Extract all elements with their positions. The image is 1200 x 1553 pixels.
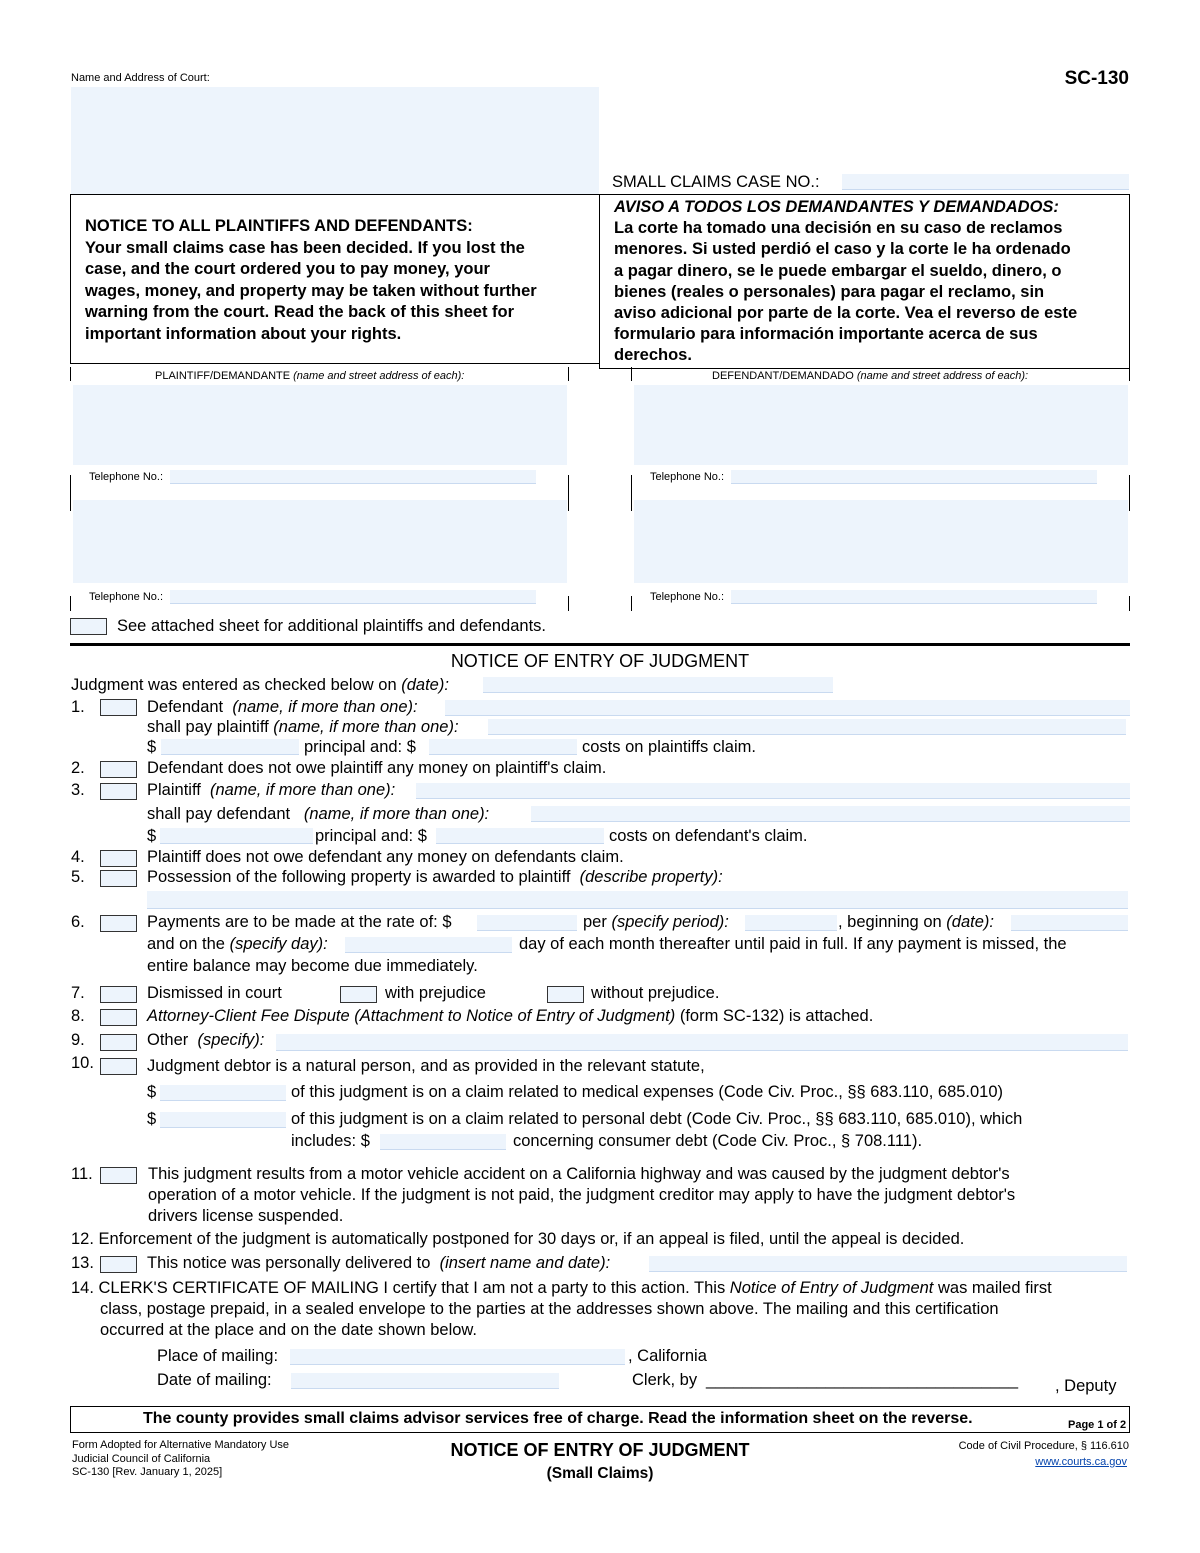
item-8-number: 8.: [71, 1007, 85, 1025]
item-8-text: Attorney-Client Fee Dispute (Attachment to Notice of Entry of Judgment) (form SC-132) is attached.: [147, 1007, 874, 1025]
place-of-mailing-field[interactable]: [290, 1349, 625, 1365]
dollar-sign: $: [147, 1083, 157, 1101]
without-prejudice-checkbox[interactable]: [547, 986, 584, 1003]
item-13-text: This notice was personally delivered to (insert name and date):: [147, 1254, 611, 1272]
item-9-text: Other (specify):: [147, 1031, 265, 1049]
item-6-rate-field[interactable]: [477, 915, 577, 931]
item-8-checkbox[interactable]: [100, 1009, 137, 1026]
item-1-principal-field[interactable]: [161, 739, 299, 755]
item-10-debt-field[interactable]: [160, 1112, 286, 1128]
item-10-text: Judgment debtor is a natural person, and as provided in the relevant statute,: [147, 1057, 705, 1075]
item-3-principal-field[interactable]: [160, 828, 313, 844]
item-6-period-label: per (specify period):: [583, 913, 729, 931]
item-10-checkbox[interactable]: [100, 1058, 137, 1075]
item-6-day-field[interactable]: [345, 937, 512, 953]
without-prejudice-label: without prejudice.: [591, 984, 720, 1002]
item-13-delivered-field[interactable]: [649, 1256, 1127, 1272]
item-10-number: 10.: [71, 1054, 94, 1072]
defendant-label: DEFENDANT/DEMANDADO (name and street address of each):: [712, 370, 1029, 382]
place-of-mailing-label: Place of mailing:: [157, 1347, 279, 1365]
item-5-number: 5.: [71, 868, 85, 886]
entered-date-field[interactable]: [483, 677, 833, 693]
plaintiff-telephone-field-2[interactable]: [170, 590, 536, 604]
clerk-label: Clerk, by: [632, 1371, 698, 1389]
item-6-checkbox[interactable]: [100, 915, 137, 932]
california-label: , California: [628, 1347, 707, 1365]
date-of-mailing-field[interactable]: [291, 1373, 559, 1389]
item-1-plaintiff-field[interactable]: [488, 719, 1126, 735]
item-11-checkbox[interactable]: [100, 1167, 137, 1184]
advisor-text: The county provides small claims advisor services free of charge. Read the information sheet on the reverse.: [143, 1410, 973, 1427]
item-13-checkbox[interactable]: [100, 1256, 137, 1273]
item-7-text: Dismissed in court: [147, 984, 282, 1002]
plaintiff-address-field-2[interactable]: [73, 500, 567, 583]
dollar-sign: $: [147, 827, 157, 845]
item-1-principal-label: principal and: $: [304, 738, 416, 756]
court-label: Name and Address of Court:: [71, 72, 210, 84]
item-12-text: 12. Enforcement of the judgment is automatically postponed for 30 days or, if an appeal is filed, until the appeal is decided.: [71, 1230, 965, 1248]
notice-spanish: AVISO A TODOS LOS DEMANDANTES Y DEMANDADOS: La corte ha tomado una decisión en su caso de reclamos menores. Si usted perdió el caso y la corte le ha ordenado a pagar dinero, se le puede embargar el sueldo, dinero, o bienes (reales o personales) para pagar el reclamo, sin aviso adicional por parte de la corte. Vea el reverso de este formulario para información importante acerca de sus derechos.: [614, 198, 1078, 365]
item-5-property-field[interactable]: [147, 891, 1128, 909]
item-2-number: 2.: [71, 759, 85, 777]
item-2-text: Defendant does not owe plaintiff any money on plaintiff's claim.: [147, 759, 607, 777]
defendant-telephone-field-1[interactable]: [731, 470, 1097, 484]
item-1-costs-label: costs on plaintiffs claim.: [582, 738, 756, 756]
item-4-text: Plaintiff does not owe defendant any money on defendants claim.: [147, 848, 624, 866]
courts-website-link[interactable]: www.courts.ca.gov: [1035, 1456, 1127, 1468]
telephone-label: Telephone No.:: [89, 471, 163, 483]
item-6-number: 6.: [71, 913, 85, 931]
item-10-medical-text: of this judgment is on a claim related to medical expenses (Code Civ. Proc., §§ 683.110, 685.010): [291, 1083, 1004, 1101]
item-1-costs-field[interactable]: [429, 739, 577, 755]
item-3-costs-label: costs on defendant's claim.: [609, 827, 808, 845]
item-6-text-2: entire balance may become due immediately.: [147, 957, 478, 975]
item-6-text-1: day of each month thereafter until paid in full. If any payment is missed, the: [519, 935, 1067, 953]
attached-sheet-checkbox[interactable]: [70, 618, 107, 635]
item-10-consumer-text: concerning consumer debt (Code Civ. Proc., § 708.111).: [513, 1132, 923, 1150]
with-prejudice-label: with prejudice: [385, 984, 486, 1002]
item-10-debt-text: of this judgment is on a claim related to personal debt (Code Civ. Proc., §§ 683.110, 685.010), which: [291, 1110, 1023, 1128]
entered-label: Judgment was entered as checked below on (date):: [71, 676, 449, 694]
item-9-other-field[interactable]: [276, 1034, 1128, 1051]
item-10-includes-label: includes: $: [291, 1132, 370, 1150]
item-6-beginning-label: , beginning on (date):: [838, 913, 994, 931]
notice-english: NOTICE TO ALL PLAINTIFFS AND DEFENDANTS: Your small claims case has been decided. If you lost the case, and the court ordered you to pay money, your wages, money, and property may be taken without further warning from the court. Read the back of this sheet for important information about your rights.: [85, 217, 537, 343]
item-3-plaintiff-field[interactable]: [416, 783, 1130, 799]
plaintiff-address-field-1[interactable]: [73, 385, 567, 465]
defendant-telephone-field-2[interactable]: [731, 590, 1097, 604]
case-no-label: SMALL CLAIMS CASE NO.:: [612, 173, 820, 191]
item-3-costs-field[interactable]: [436, 828, 604, 844]
item-1-checkbox[interactable]: [100, 699, 137, 716]
dollar-sign: $: [147, 1110, 157, 1128]
item-3-defendant-field[interactable]: [531, 806, 1130, 822]
item-4-checkbox[interactable]: [100, 850, 137, 867]
court-address-field[interactable]: [71, 87, 599, 194]
clerk-signature-line[interactable]: __________________________________: [706, 1371, 1019, 1389]
form-id: SC-130: [1064, 68, 1129, 89]
defendant-address-field-2[interactable]: [634, 500, 1128, 583]
item-4-number: 4.: [71, 848, 85, 866]
telephone-label: Telephone No.:: [650, 591, 724, 603]
item-11-number: 11.: [71, 1165, 93, 1183]
footer-subtitle: (Small Claims): [546, 1465, 654, 1482]
item-2-checkbox[interactable]: [100, 761, 137, 778]
item-10-consumer-field[interactable]: [380, 1134, 506, 1150]
item-1-defendant: Defendant (name, if more than one):: [147, 698, 418, 716]
deputy-label: , Deputy: [1055, 1377, 1117, 1395]
item-7-number: 7.: [71, 984, 85, 1002]
page-number: Page 1 of 2: [1068, 1419, 1127, 1431]
plaintiff-telephone-field-1[interactable]: [170, 470, 536, 484]
footer-code: Code of Civil Procedure, § 116.610: [958, 1440, 1129, 1452]
item-9-number: 9.: [71, 1031, 85, 1049]
item-6-date-field[interactable]: [1011, 915, 1128, 931]
date-of-mailing-label: Date of mailing:: [157, 1371, 272, 1389]
footer-title: NOTICE OF ENTRY OF JUDGMENT: [450, 1440, 750, 1460]
item-13-number: 13.: [71, 1254, 94, 1272]
footer-left: Form Adopted for Alternative Mandatory Use Judicial Council of California SC-130 [Rev. January 1, 2025]: [72, 1439, 290, 1478]
item-6-period-field[interactable]: [745, 915, 837, 931]
item-3-principal-label: principal and: $: [315, 827, 427, 845]
item-3-checkbox[interactable]: [100, 783, 137, 800]
telephone-label: Telephone No.:: [89, 591, 163, 603]
item-14-text: 14. CLERK'S CERTIFICATE OF MAILING I certify that I am not a party to this action. This Notice of Entry of Judgment was mailed first class, postage prepaid, in a sealed envelope to the parties at the addresses shown above. The mailing and this certification occurred at the place and on the date shown below.: [71, 1279, 1052, 1340]
item-7-checkbox[interactable]: [100, 986, 137, 1003]
item-5-text: Possession of the following property is awarded to plaintiff (describe property):: [147, 868, 723, 886]
item-9-checkbox[interactable]: [100, 1034, 137, 1051]
item-1-defendant-field[interactable]: [445, 700, 1130, 716]
item-6-rate-label: Payments are to be made at the rate of: $: [147, 913, 452, 931]
section-title: NOTICE OF ENTRY OF JUDGMENT: [450, 651, 750, 671]
dollar-sign: $: [147, 738, 157, 756]
attached-sheet-label: See attached sheet for additional plaintiffs and defendants.: [117, 617, 547, 635]
item-3-plaintiff: Plaintiff (name, if more than one):: [147, 781, 396, 799]
plaintiff-label: PLAINTIFF/DEMANDANTE (name and street address of each):: [155, 370, 465, 382]
with-prejudice-checkbox[interactable]: [340, 986, 377, 1003]
item-10-medical-field[interactable]: [160, 1085, 286, 1101]
item-5-checkbox[interactable]: [100, 870, 137, 887]
telephone-label: Telephone No.:: [650, 471, 724, 483]
item-1-plaintiff: shall pay plaintiff (name, if more than one):: [147, 718, 459, 736]
item-3-number: 3.: [71, 781, 85, 799]
item-6-day-label: and on the (specify day):: [147, 935, 328, 953]
item-1-number: 1.: [71, 698, 85, 716]
case-no-field[interactable]: [842, 174, 1129, 190]
item-11-text: This judgment results from a motor vehicle accident on a California highway and was caused by the judgment debtor's operation of a motor vehicle. If the judgment is not paid, the judgment creditor may apply to have the judgment debtor's drivers license suspended.: [148, 1165, 1016, 1226]
item-3-defendant: shall pay defendant (name, if more than one):: [147, 805, 490, 823]
defendant-address-field-1[interactable]: [634, 385, 1128, 465]
